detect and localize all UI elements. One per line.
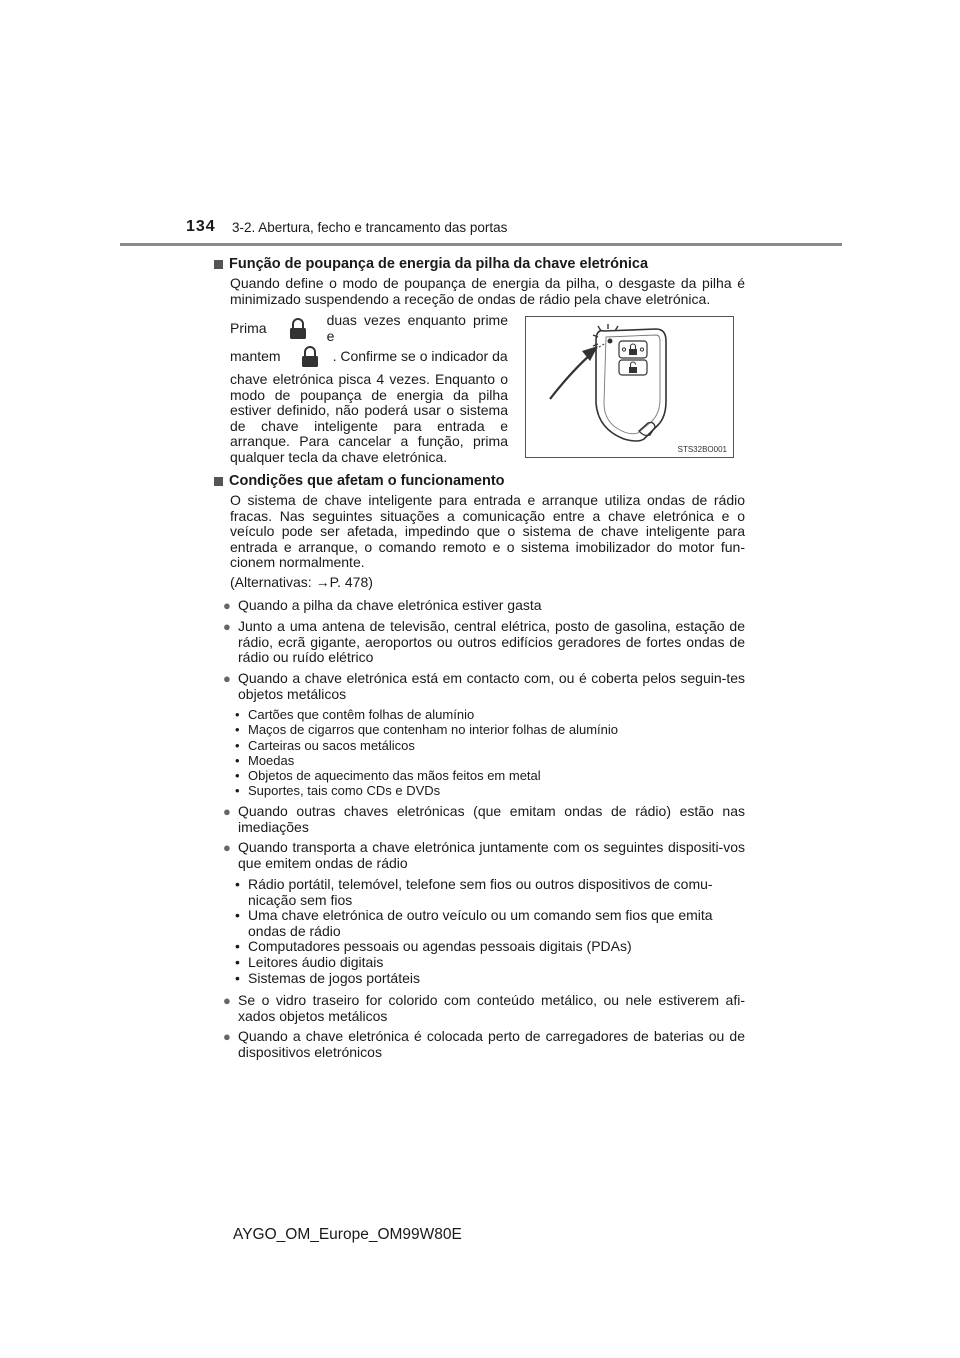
list-item: • Maços de cigarros que contenham no interior folhas de alumínio — [235, 722, 618, 738]
battery-saving-intro: Quando define o modo de poupança de energia da pilha, o desgaste da pilha é minimizado suspendendo a receção de ondas de rádio pela chave eletrónica. — [230, 275, 745, 307]
condition-item: ● Quando a pilha da chave eletrónica estiver gasta — [223, 597, 542, 613]
section-reference: 3-2. Abertura, fecho e trancamento das portas — [232, 220, 508, 235]
battery-saving-instructions: Prima duas vezes enquanto prime e mantem . Confirme se o indicador da chave eletrónica pisca 4 vezes. Enquanto o modo de poupança de energia da pilha estiver definido, não poderá usar o sistema de chave inteligente para entrada e arranque. Para cancelar a função, prima qualquer tecla da chave eletrónica. — [230, 312, 508, 465]
page-number: 134 — [186, 218, 216, 235]
battery-saving-details: chave eletrónica pisca 4 vezes. Enquanto o modo de poupança de energia da pilha estiver definido, não poderá usar o sistema de chave inteligente para entrada e arranque. Para cancelar a função, prima qualquer tecla da chave eletrónica. — [230, 371, 508, 465]
condition-item: ● Quando a chave eletrónica é colocada perto de carregadores de baterias ou de dispositivos eletrónicos — [223, 1028, 745, 1060]
condition-item: ● Junto a uma antena de televisão, central elétrica, posto de gasolina, estação de rádio, ecrã gigante, aeroportos ou outros edifícios geradores de fortes ondas de rádio ou ruído elétrico — [223, 618, 745, 666]
circle-bullet-icon: ● — [223, 804, 231, 819]
circle-bullet-icon: ● — [223, 598, 231, 613]
condition-item: ● Quando a chave eletrónica está em contacto com, ou é coberta pelos seguin-tes objetos metálicos — [223, 670, 745, 702]
circle-bullet-icon: ● — [223, 671, 231, 686]
list-item: • Objetos de aquecimento das mãos feitos em metal — [235, 768, 541, 784]
square-bullet-icon — [214, 477, 223, 486]
condition-item: ● Quando transporta a chave eletrónica juntamente com os seguintes dispositi-vos que emitem ondas de rádio — [223, 839, 745, 871]
alternatives-reference: (Alternativas: →P. 478) — [230, 574, 373, 590]
metal-objects-list — [231, 707, 745, 799]
list-item: • Computadores pessoais ou agendas pessoais digitais (PDAs) — [235, 938, 632, 955]
list-item: • Cartões que contêm folhas de alumínio — [235, 707, 475, 722]
list-item: • Sistemas de jogos portáteis — [235, 969, 420, 986]
list-item: • Carteiras ou sacos metálicos — [235, 737, 415, 753]
conditions-intro: O sistema de chave inteligente para entrada e arranque utiliza ondas de rádio fracas. Nas seguintes situações a comunicação entre a chave eletrónica e o veículo pode ser afetada, impedindo que o sistema de chave inteligente para entrada e arranque, o comando remoto e o sistema imobilizador do motor fun-cionem normalmente. — [230, 492, 745, 571]
lock-button-icon-2 — [297, 346, 323, 368]
header-divider — [120, 243, 842, 246]
section-title-conditions: Condições que afetam o funcionamento — [214, 473, 505, 489]
circle-bullet-icon: ● — [223, 1029, 231, 1044]
list-item: • Moedas — [235, 752, 295, 768]
section-title-battery-saving: Função de poupança de energia da pilha da chave eletrónica — [214, 256, 648, 272]
figure-code: STS32BO001 — [677, 445, 727, 454]
list-item: • Uma chave eletrónica de outro veículo ou um comando sem fios que emita ondas de rádio — [235, 907, 713, 939]
list-item: • Suportes, tais como CDs e DVDs — [235, 783, 441, 799]
electronic-key-illustration — [526, 317, 733, 457]
list-item: • Leitores áudio digitais — [235, 953, 384, 970]
circle-bullet-icon: ● — [223, 993, 231, 1008]
document-id-footer: AYGO_OM_Europe_OM99W80E — [233, 1226, 462, 1243]
condition-item: ● Quando outras chaves eletrónicas (que emitam ondas de rádio) estão nas imediações — [223, 803, 745, 835]
condition-item: ● Se o vidro traseiro for colorido com conteúdo metálico, ou nele estiverem afi-xados objetos metálicos — [223, 992, 745, 1024]
circle-bullet-icon: ● — [223, 840, 231, 855]
electronic-key-figure — [525, 316, 734, 458]
lock-button-icon — [285, 318, 311, 340]
square-bullet-icon — [214, 260, 223, 269]
radio-devices-list — [231, 877, 745, 986]
list-item: • Rádio portátil, telemóvel, telefone sem fios ou outros dispositivos de comu-nicação sem fios — [235, 876, 713, 908]
circle-bullet-icon: ● — [223, 619, 231, 634]
